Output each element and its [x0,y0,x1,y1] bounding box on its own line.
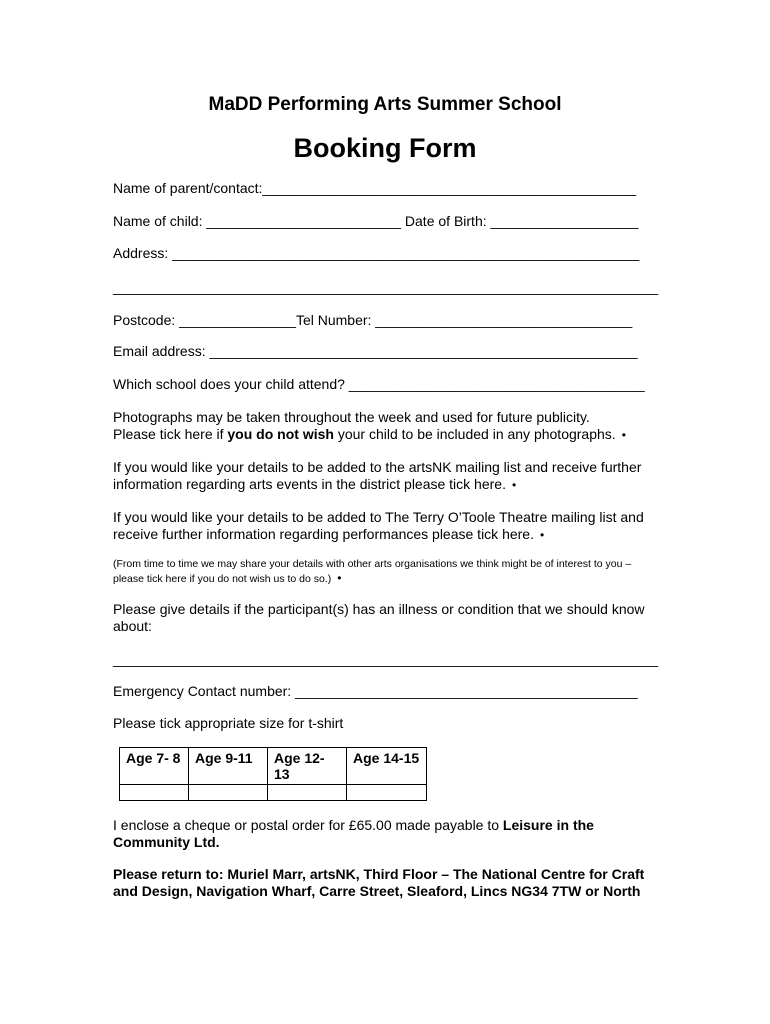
share-paragraph [113,557,653,586]
theatre-tick-box[interactable]: • [539,528,545,542]
photos-bold: you do not wish [227,426,334,442]
address-line-2[interactable]: ______________________________________________________________________ [113,279,659,295]
share-text: (From time to time we may share your details with other arts organisations we think might be of interest to you – please tick here if you do not wish us to do so.) [113,558,632,585]
artsnk-text: If you would like your details to be added to the artsNK mailing list and receive further information regarding arts events in the district please tick here. [113,459,642,492]
email-field[interactable]: Email address: _______________________________________________________ [113,343,638,359]
payment-text: I enclose a cheque or postal order for £65.00 made payable to [113,817,503,833]
artsnk-tick-box[interactable]: • [511,478,517,492]
size-header-12-13: Age 12-13 [268,748,347,785]
return-address: Please return to: Muriel Marr, artsNK, Third Floor – The National Centre for Craft and Design, Navigation Wharf, Carre Street, Sleaford, Lincs NG34 7TW or North [113,866,645,899]
parent-name-field[interactable]: Name of parent/contact:________________________________________________ [113,180,637,196]
theatre-paragraph [113,509,653,544]
size-header-9-11: Age 9-11 [189,748,268,785]
tshirt-size-table [119,747,427,801]
postcode-tel-field[interactable]: Postcode: _______________Tel Number: _________________________________ [113,312,633,328]
artsnk-paragraph [113,459,653,494]
photos-tick-box[interactable]: • [621,428,626,442]
school-field[interactable]: Which school does your child attend? ______________________________________ [113,376,645,392]
emergency-contact-field[interactable]: Emergency Contact number: ____________________________________________ [113,683,638,699]
photos-post: your child to be included in any photographs. [333,426,616,442]
photos-line-1: Photographs may be taken throughout the week and used for future publicity. [113,409,590,425]
size-tick-cell[interactable] [268,785,347,801]
share-tick-box[interactable]: • [337,571,342,585]
size-tick-cell[interactable] [120,785,189,801]
size-header-14-15: Age 14-15 [347,748,427,785]
size-header-7-8: Age 7- 8 [120,748,189,785]
payment-paragraph [113,817,653,851]
payee-name: Leisure in the Community Ltd. [113,817,594,850]
size-tick-cell[interactable] [189,785,268,801]
form-title: Booking Form [293,133,477,163]
tshirt-prompt: Please tick appropriate size for t-shirt [113,715,344,731]
photos-paragraph [113,409,653,444]
school-title: MaDD Performing Arts Summer School [208,94,562,115]
address-field[interactable]: Address: ____________________________________________________________ [113,245,640,261]
photos-pre: Please tick here if [113,426,228,442]
child-name-dob-field[interactable]: Name of child: _________________________ Date of Birth: ___________________ [113,213,639,229]
medical-paragraph: Please give details if the participant(s) has an illness or condition that we should know about: [113,601,645,634]
theatre-text: If you would like your details to be added to The Terry O’Toole Theatre mailing list and receive further information regarding performances please tick here. [113,509,644,542]
size-tick-cell[interactable] [347,785,427,801]
medical-field[interactable]: ______________________________________________________________________ [113,651,659,667]
